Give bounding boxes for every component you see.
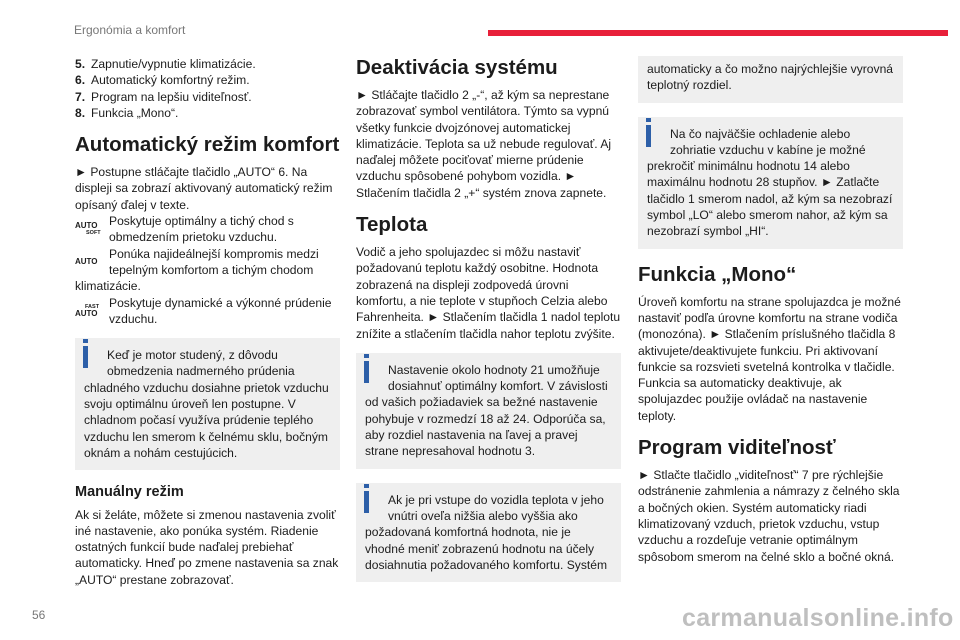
auto-fast-icon: FAST AUTO [75, 303, 100, 318]
info-box-cold-engine: Keď je motor studený, z dôvodu obmedzenia nadmerného prúdenia chladného vzduchu dosiahne prietok vzduchu svoju optimálnu úroveň len postupne. V chladnom počasí využíva prúdenie teplého vzduchu len smerom k čelnému sklu, bočným oknám a nohám cestujúcich. [75, 338, 340, 470]
header-accent-bar [488, 30, 948, 36]
info-icon [83, 346, 88, 368]
heading-mono: Funkcia „Mono“ [638, 262, 797, 286]
heading-auto-comfort: Automatický režim komfort [75, 133, 340, 157]
info-box-entry-temperature: Ak je pri vstupe do vozidla teplota v jeho vnútri oveľa nižšia alebo vyššia ako požadovaná komfortná hodnota, nie je vhodné meniť zobrazenú hodnotu na účely dosiahnutia požadovaného komfortu. Systém [356, 483, 621, 582]
list-item: 6. Automatický komfortný režim. [75, 73, 250, 88]
list-item: 5. Zapnutie/vypnutie klimatizácie. [75, 57, 256, 71]
column-1 [75, 56, 340, 588]
info-icon [646, 125, 651, 147]
info-box-max-cooling: Na čo najväčšie ochladenie alebo zohriatie vzduchu v kabíne je možné prekročiť minimálnu hodnotu 14 alebo maximálnu hodnotu 28 stupňov. ► Zatlačte tlačidlo 1 smerom nadol, až kým sa nezobrazí symbol „LO“ alebo smerom nahor, až kým sa nezobrazí symbol „HI“. [638, 117, 903, 249]
watermark: carmanualsonline.info [682, 604, 954, 632]
heading-manual-mode: Manuálny režim [75, 484, 184, 501]
page-number: 56 [32, 608, 46, 622]
paragraph-manual: Ak si želáte, môžete si zmenou nastavenia zvoliť iné nastavenie, ako ponúka systém. Riadenie ostatných funkcií bude naďalej prebiehať automaticky. Hneď po zmene nastavenia sa znak „AUTO“ prestane zobrazovať. [75, 507, 339, 587]
auto-soft-icon: AUTO SOFT [75, 221, 101, 237]
heading-deactivation: Deaktivácia systému [356, 56, 558, 79]
mode-auto-fast: FAST AUTO Poskytuje dynamické a výkonné prúdenie vzduchu. [75, 295, 332, 326]
mode-auto: AUTO Ponúka najideálnejší kompromis medzi tepelným komfortom a tichým chodom [75, 246, 319, 277]
mode-auto-tail: klimatizácie. [75, 279, 141, 294]
heading-visibility: Program viditeľnosť [638, 436, 836, 460]
info-icon [364, 491, 369, 513]
paragraph-mono: Úroveň komfortu na strane spolujazdca je možné nastaviť podľa úrovne komfortu na strane vodiča (monozóna). ► Stlačením príslušného tlačidla 8 aktivujete/deaktivujete funkciu. Pri aktivovaní funkcie sa rozsvieti svetelná kontrolka v tlačidle. Funkcia sa automaticky deaktivuje, ak spolujazdec použije ovládač na nastavenie teploty. [638, 294, 901, 423]
info-box-continued: automaticky a čo možno najrýchlejšie vyrovná teplotný rozdiel. [638, 56, 903, 103]
list-item: 8. Funkcia „Mono“. [75, 105, 179, 120]
column-2 [356, 56, 621, 596]
info-icon [364, 361, 369, 383]
info-box-setting: Nastavenie okolo hodnoty 21 umožňuje dosiahnuť optimálny komfort. V závislosti od vašich požiadaviek sa bežné nastavenie pohybuje v rozmedzí 18 až 24. Odporúča sa, aby rozdiel nastavenia na ľavej a pravej strane nepresahoval hodnotu 3. [356, 353, 621, 469]
auto-icon: AUTO [75, 256, 98, 266]
paragraph-auto: ► Postupne stláčajte tlačidlo „AUTO“ 6. Na displeji sa zobrazí aktivovaný automatický režim opísaný ďalej v texte. [75, 165, 333, 212]
mode-auto-soft: AUTO SOFT Poskytuje optimálny a tichý chod s obmedzením prietoku vzduchu. [75, 214, 294, 245]
paragraph-temperature: Vodič a jeho spolujazdec si môžu nastaviť požadovanú teplotu každý osobitne. Hodnota zobrazená na displeji zodpovedá úrovni komfortu, a nie teplote v stupňoch Celzia alebo Fahrenheita. ► Stlačením tlačidla 1 nadol teplotu znížite a stlačením tlačidla nahor teplotu zvýšite. [356, 245, 621, 341]
column-3 [638, 56, 903, 565]
list-item: 7. Program na lepšiu viditeľnosť. [75, 89, 252, 104]
section-title: Ergonómia a komfort [74, 23, 186, 37]
paragraph-visibility: ► Stlačte tlačidlo „viditeľnosť“ 7 pre rýchlejšie odstránenie zahmlenia a námrazy z čelného skla a bočných okien. Systém automaticky riadi klimatizovaný vzduch, prietok vzduchu, vstup vzduchu a rozdeľuje vetranie optimálnym spôsobom smerom na čelné sklo a bočné okná. [638, 468, 900, 564]
heading-temperature: Teplota [356, 213, 428, 237]
paragraph-deactivation: ► Stláčajte tlačidlo 2 „-“, až kým sa neprestane zobrazovať symbol ventilátora. Týmto sa vypnú všetky funkcie dvojzónovej automatickej klimatizácie. Teplota sa už nebude regulovať. Aj naďalej môžete pociťovať mierne prúdenie vzduchu spôsobené pohybom vozidla. ► Stlačením tlačidla 2 „+“ systém znova zapnete. [356, 88, 612, 200]
